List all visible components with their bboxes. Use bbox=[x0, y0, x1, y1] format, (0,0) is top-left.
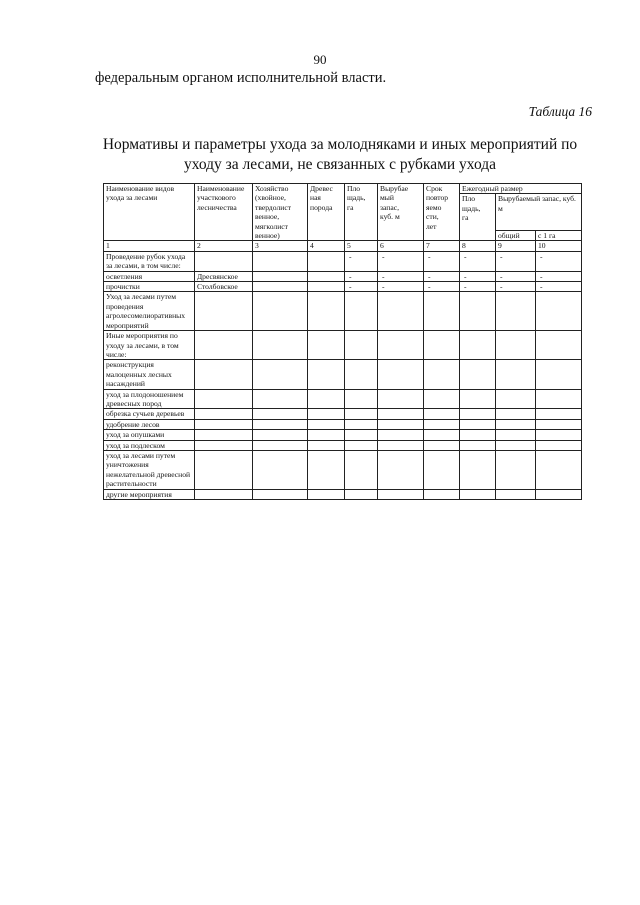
cell-annual-area: - bbox=[460, 251, 496, 271]
cell-annual-area: - bbox=[460, 271, 496, 281]
cell-farming bbox=[253, 450, 308, 489]
header-period: Срок повтор яемо сти, лет bbox=[424, 184, 460, 241]
cell-area bbox=[345, 292, 378, 331]
cell-period: - bbox=[424, 251, 460, 271]
cell-annual-total: - bbox=[496, 251, 536, 271]
cell-activity-name: уход за опушками bbox=[104, 430, 195, 440]
cell-period bbox=[424, 292, 460, 331]
cell-annual-area bbox=[460, 430, 496, 440]
cell-area bbox=[345, 440, 378, 450]
cell-forestry bbox=[195, 450, 253, 489]
cell-annual-total bbox=[496, 430, 536, 440]
cell-annual-per-ha bbox=[536, 419, 582, 429]
cell-farming bbox=[253, 282, 308, 292]
cell-area bbox=[345, 360, 378, 389]
cell-annual-total: - bbox=[496, 282, 536, 292]
column-number: 9 bbox=[496, 241, 536, 251]
cell-area: - bbox=[345, 282, 378, 292]
cell-species bbox=[308, 292, 345, 331]
cell-annual-total bbox=[496, 360, 536, 389]
cell-annual-per-ha bbox=[536, 440, 582, 450]
cell-species bbox=[308, 409, 345, 419]
cell-farming bbox=[253, 251, 308, 271]
table-header bbox=[104, 184, 582, 252]
cell-volume bbox=[378, 292, 424, 331]
table-row bbox=[104, 331, 582, 360]
cell-forestry bbox=[195, 251, 253, 271]
cell-species bbox=[308, 360, 345, 389]
table-title: Нормативы и параметры ухода за молодняками и иных мероприятий по уходу за лесами, не связанных с рубками ухода bbox=[102, 136, 578, 173]
column-number: 5 bbox=[345, 241, 378, 251]
table-row bbox=[104, 292, 582, 331]
cell-species bbox=[308, 271, 345, 281]
cell-annual-area bbox=[460, 409, 496, 419]
table-row bbox=[104, 251, 582, 271]
cell-annual-total bbox=[496, 419, 536, 429]
cell-activity-name: прочистки bbox=[104, 282, 195, 292]
table-row bbox=[104, 389, 582, 409]
cell-activity-name: уход за плодоношением древесных пород bbox=[104, 389, 195, 409]
cell-period bbox=[424, 360, 460, 389]
cell-volume bbox=[378, 450, 424, 489]
cell-area bbox=[345, 409, 378, 419]
header-forestry: Наименование участкового лесничества bbox=[195, 184, 253, 241]
table-row bbox=[104, 360, 582, 389]
cell-period: - bbox=[424, 271, 460, 281]
cell-annual-per-ha bbox=[536, 331, 582, 360]
table-row bbox=[104, 409, 582, 419]
cell-annual-per-ha bbox=[536, 292, 582, 331]
cell-area: - bbox=[345, 251, 378, 271]
cell-activity-name: обрезка сучьев деревьев bbox=[104, 409, 195, 419]
cell-volume bbox=[378, 430, 424, 440]
cell-activity-name: Проведение рубок ухода за лесами, в том числе: bbox=[104, 251, 195, 271]
cell-volume: - bbox=[378, 282, 424, 292]
cell-farming bbox=[253, 360, 308, 389]
cell-activity-name: уход за лесами путем уничтожения нежелательной древесной растительности bbox=[104, 450, 195, 489]
header-annual-volume: Вырубаемый запас, куб. м bbox=[496, 194, 582, 231]
table-caption: Таблица 16 bbox=[528, 104, 592, 119]
cell-annual-area bbox=[460, 360, 496, 389]
cell-activity-name: Иные мероприятия по уходу за лесами, в том числе: bbox=[104, 331, 195, 360]
page-number: 90 bbox=[313, 52, 327, 67]
header-annual: Ежегодный размер bbox=[460, 184, 582, 194]
cell-activity-name: удобрение лесов bbox=[104, 419, 195, 429]
cell-area: - bbox=[345, 271, 378, 281]
header-volume: Вырубае мый запас, куб. м bbox=[378, 184, 424, 241]
cell-annual-per-ha bbox=[536, 450, 582, 489]
cell-annual-area bbox=[460, 331, 496, 360]
cell-activity-name: осветления bbox=[104, 271, 195, 281]
cell-farming bbox=[253, 331, 308, 360]
cell-annual-area bbox=[460, 419, 496, 429]
table-row bbox=[104, 430, 582, 440]
cell-farming bbox=[253, 489, 308, 499]
cell-annual-area bbox=[460, 389, 496, 409]
table-row bbox=[104, 271, 582, 281]
cell-species bbox=[308, 450, 345, 489]
header-species: Древес ная порода bbox=[308, 184, 345, 241]
cell-forestry bbox=[195, 389, 253, 409]
cell-period bbox=[424, 419, 460, 429]
header-type: Наименование видов ухода за лесами bbox=[104, 184, 195, 241]
cell-species bbox=[308, 251, 345, 271]
cell-forestry bbox=[195, 440, 253, 450]
column-number: 1 bbox=[104, 241, 195, 251]
cell-annual-per-ha bbox=[536, 409, 582, 419]
column-number: 7 bbox=[424, 241, 460, 251]
cell-annual-area bbox=[460, 440, 496, 450]
cell-annual-per-ha bbox=[536, 489, 582, 499]
column-number: 2 bbox=[195, 241, 253, 251]
cell-species bbox=[308, 440, 345, 450]
cell-period bbox=[424, 389, 460, 409]
cell-species bbox=[308, 282, 345, 292]
cell-species bbox=[308, 419, 345, 429]
cell-annual-total bbox=[496, 409, 536, 419]
table-row bbox=[104, 440, 582, 450]
cell-volume bbox=[378, 360, 424, 389]
cell-volume bbox=[378, 440, 424, 450]
cell-activity-name: Уход за лесами путем проведения агролесомелиоративных мероприятий bbox=[104, 292, 195, 331]
cell-period bbox=[424, 489, 460, 499]
cell-activity-name: реконструкция малоценных лесных насаждений bbox=[104, 360, 195, 389]
column-number: 4 bbox=[308, 241, 345, 251]
cell-annual-total bbox=[496, 389, 536, 409]
table-row bbox=[104, 450, 582, 489]
cell-annual-per-ha bbox=[536, 430, 582, 440]
cell-area bbox=[345, 489, 378, 499]
cell-forestry: Столбовское bbox=[195, 282, 253, 292]
cell-forestry bbox=[195, 331, 253, 360]
cell-period: - bbox=[424, 282, 460, 292]
cell-volume bbox=[378, 489, 424, 499]
table-body bbox=[104, 251, 582, 499]
cell-annual-area: - bbox=[460, 282, 496, 292]
cell-farming bbox=[253, 271, 308, 281]
cell-species bbox=[308, 489, 345, 499]
cell-annual-area bbox=[460, 489, 496, 499]
cell-annual-area bbox=[460, 292, 496, 331]
cell-period bbox=[424, 331, 460, 360]
table-row bbox=[104, 419, 582, 429]
cell-forestry bbox=[195, 430, 253, 440]
cell-annual-per-ha bbox=[536, 389, 582, 409]
column-number: 6 bbox=[378, 241, 424, 251]
cell-area bbox=[345, 430, 378, 440]
cell-period bbox=[424, 450, 460, 489]
cell-forestry bbox=[195, 409, 253, 419]
header-per-ha: с 1 га bbox=[536, 231, 582, 241]
cell-period bbox=[424, 409, 460, 419]
cell-area bbox=[345, 419, 378, 429]
cell-farming bbox=[253, 292, 308, 331]
cell-forestry bbox=[195, 292, 253, 331]
cell-farming bbox=[253, 409, 308, 419]
cell-annual-total: - bbox=[496, 271, 536, 281]
column-number-row bbox=[104, 241, 582, 251]
cell-volume bbox=[378, 331, 424, 360]
table-row bbox=[104, 489, 582, 499]
cell-volume: - bbox=[378, 271, 424, 281]
cell-area bbox=[345, 450, 378, 489]
column-number: 3 bbox=[253, 241, 308, 251]
norms-table-container bbox=[103, 183, 582, 500]
cell-farming bbox=[253, 430, 308, 440]
cell-volume bbox=[378, 409, 424, 419]
cell-annual-per-ha: - bbox=[536, 282, 582, 292]
cell-activity-name: другие мероприятия bbox=[104, 489, 195, 499]
cell-annual-per-ha bbox=[536, 360, 582, 389]
cell-annual-per-ha: - bbox=[536, 251, 582, 271]
continuation-text: федеральным органом исполнительной власти. bbox=[95, 70, 387, 86]
cell-forestry bbox=[195, 419, 253, 429]
cell-annual-area bbox=[460, 450, 496, 489]
cell-period bbox=[424, 440, 460, 450]
cell-annual-total bbox=[496, 440, 536, 450]
cell-farming bbox=[253, 389, 308, 409]
cell-volume bbox=[378, 419, 424, 429]
cell-area bbox=[345, 389, 378, 409]
cell-forestry: Дресвянское bbox=[195, 271, 253, 281]
cell-farming bbox=[253, 440, 308, 450]
cell-annual-per-ha: - bbox=[536, 271, 582, 281]
table-row bbox=[104, 282, 582, 292]
cell-volume bbox=[378, 389, 424, 409]
cell-annual-total bbox=[496, 292, 536, 331]
cell-area bbox=[345, 331, 378, 360]
header-farming: Хозяйство (хвойное, твердолист венное, мягколист венное) bbox=[253, 184, 308, 241]
cell-annual-total bbox=[496, 489, 536, 499]
header-area: Пло щадь, га bbox=[345, 184, 378, 241]
column-number: 8 bbox=[460, 241, 496, 251]
header-annual-area: Пло щадь, га bbox=[460, 194, 496, 241]
norms-table bbox=[103, 183, 582, 500]
cell-annual-total bbox=[496, 450, 536, 489]
header-total: общий bbox=[496, 231, 536, 241]
cell-activity-name: уход за подлеском bbox=[104, 440, 195, 450]
cell-species bbox=[308, 430, 345, 440]
column-number: 10 bbox=[536, 241, 582, 251]
cell-annual-total bbox=[496, 331, 536, 360]
cell-period bbox=[424, 430, 460, 440]
cell-species bbox=[308, 389, 345, 409]
cell-farming bbox=[253, 419, 308, 429]
cell-species bbox=[308, 331, 345, 360]
cell-volume: - bbox=[378, 251, 424, 271]
cell-forestry bbox=[195, 489, 253, 499]
cell-forestry bbox=[195, 360, 253, 389]
